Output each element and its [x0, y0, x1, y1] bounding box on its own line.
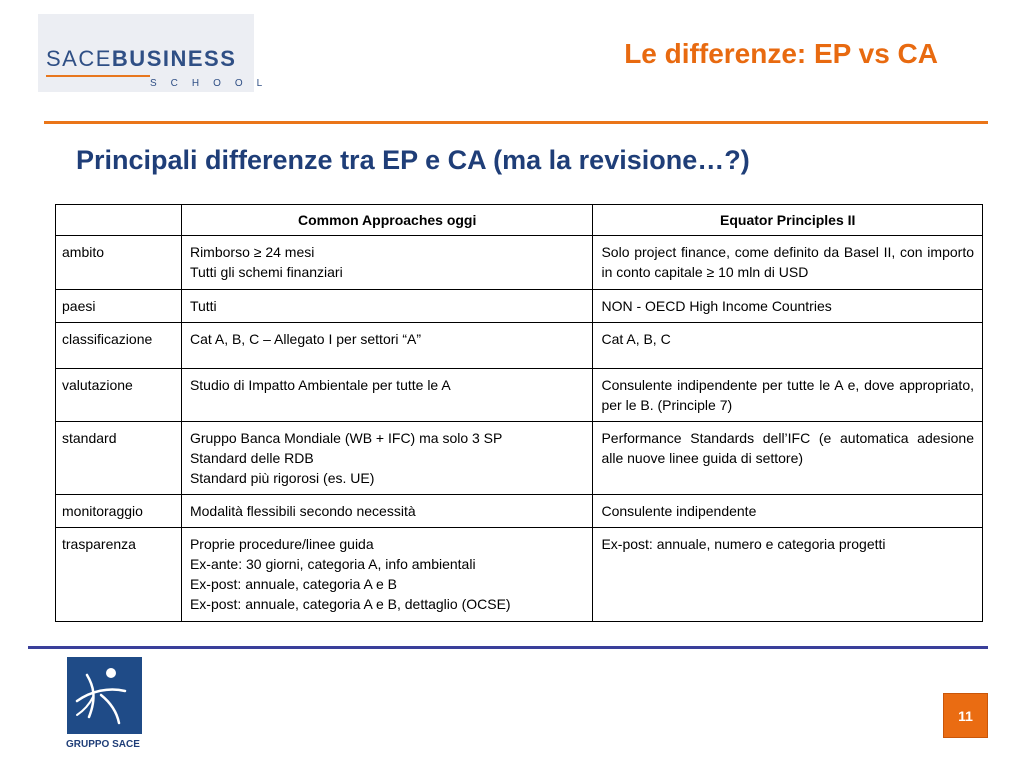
cell-line: Tutti gli schemi finanziari [189, 264, 343, 280]
page-number: 11 [943, 693, 988, 738]
cell-line: Consulente indipendente [601, 503, 757, 519]
sace-figure-icon-graphic [67, 657, 142, 734]
table-row [56, 236, 983, 290]
common-approaches-cell [181, 236, 593, 290]
cell-line: NON - OECD High Income Countries [601, 298, 832, 314]
logo-wordmark [46, 48, 236, 70]
slide-subtitle: Principali differenze tra EP e CA (ma la revisione…?) [76, 145, 750, 175]
equator-principles-cell [593, 236, 983, 290]
cell-line: Standard delle RDB [189, 450, 314, 466]
cell-line: Cat A, B, C [601, 331, 671, 347]
equator-principles-cell [593, 528, 983, 622]
cell-line: Ex-post: annuale, numero e categoria progetti [601, 536, 886, 552]
cell-line: Consulente indipendente per tutte le A e, dove appropriato, per le B. (Principle 7) [601, 377, 974, 413]
logo-part2: BUSINESS [111, 46, 237, 71]
slide-title: Le differenze: EP vs CA [624, 38, 938, 69]
table-row [56, 290, 983, 323]
row-label: paesi [56, 290, 182, 323]
table-row [56, 495, 983, 528]
sace-business-school-logo [38, 14, 277, 92]
row-label: ambito [56, 236, 182, 290]
cell-line: Tutti [189, 298, 217, 314]
header-divider [44, 121, 988, 124]
cell-line: Proprie procedure/linee guida [189, 536, 374, 552]
logo-part1: SACE [46, 46, 112, 71]
equator-principles-cell [593, 323, 983, 369]
common-approaches-cell [181, 528, 593, 622]
common-approaches-cell [181, 290, 593, 323]
table-header-row [56, 205, 983, 236]
header-cell-empty [56, 205, 182, 236]
row-label: valutazione [56, 369, 182, 422]
table-row [56, 422, 983, 495]
cell-line: Ex-post: annuale, categoria A e B [189, 576, 397, 592]
common-approaches-cell [181, 323, 593, 369]
row-label: classificazione [56, 323, 182, 369]
cell-line: Ex-ante: 30 giorni, categoria A, info ambientali [189, 556, 476, 572]
cell-line: Rimborso ≥ 24 mesi [189, 244, 315, 260]
table-row [56, 323, 983, 369]
table-row [56, 369, 983, 422]
cell-line: Modalità flessibili secondo necessità [189, 503, 416, 519]
header-common-approaches: Common Approaches oggi [181, 205, 593, 236]
logo-underline [46, 75, 150, 77]
cell-line: Cat A, B, C – Allegato I per settori “A” [189, 331, 422, 347]
table-body [56, 236, 983, 622]
footer-divider [28, 646, 988, 649]
equator-principles-cell [593, 495, 983, 528]
cell-line: Studio di Impatto Ambientale per tutte le A [189, 377, 451, 393]
group-name: GRUPPO SACE [66, 739, 140, 750]
comparison-table [55, 204, 983, 622]
common-approaches-cell [181, 495, 593, 528]
cell-line: Standard più rigorosi (es. UE) [189, 470, 375, 486]
header-equator-principles: Equator Principles II [593, 205, 983, 236]
common-approaches-cell [181, 369, 593, 422]
equator-principles-cell [593, 422, 983, 495]
row-label: monitoraggio [56, 495, 182, 528]
cell-line: Gruppo Banca Mondiale (WB + IFC) ma solo 3 SP [189, 430, 503, 446]
row-label: standard [56, 422, 182, 495]
cell-line: Solo project finance, come definito da Basel II, con importo in conto capitale ≥ 10 mln di USD [601, 244, 974, 280]
table-row [56, 528, 983, 622]
cell-line: Performance Standards dell’IFC (e automatica adesione alle nuove linee guida di settore) [601, 430, 974, 466]
logo-subtext: SCHOOL [150, 78, 277, 89]
cell-line: Ex-post: annuale, categoria A e B, dettaglio (OCSE) [189, 596, 511, 612]
common-approaches-cell [181, 422, 593, 495]
row-label: trasparenza [56, 528, 182, 622]
sace-figure-icon [67, 657, 142, 734]
equator-principles-cell [593, 369, 983, 422]
equator-principles-cell [593, 290, 983, 323]
